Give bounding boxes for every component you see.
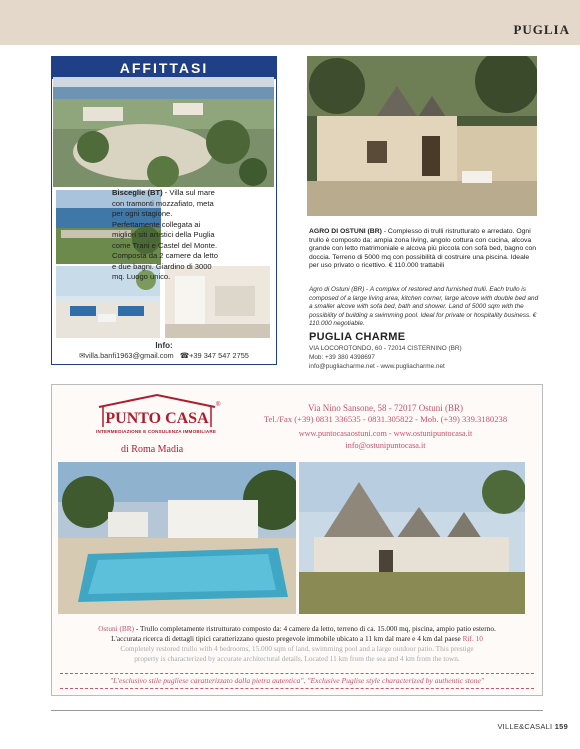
agency-web[interactable]: info@pugliacharme.net - www.pugliacharme.net: [309, 363, 445, 370]
logo-text: PUNTO CASA: [105, 410, 209, 427]
footer-divider: [51, 710, 543, 711]
registered-mark: ®: [216, 402, 221, 408]
header-bar: [0, 0, 580, 45]
info-label: Info:: [155, 341, 173, 350]
bisceglie-description: [112, 188, 222, 283]
page-number: 159: [554, 722, 568, 731]
ostuni-line2: L'accurata ricerca di dettagli tipici caratterizzano questo pregevole immobile ubicato a 11 km dal mare e 4 km dal paese: [111, 634, 463, 643]
page-footer: [497, 722, 568, 731]
villa-aerial-photo: [53, 77, 274, 187]
ostuni-place: Ostuni (BR): [98, 624, 135, 633]
place-name: Bisceglie (BT): [112, 188, 163, 197]
info-contacts: [51, 351, 277, 360]
trullo-photo: [299, 462, 525, 614]
envelope-icon: ✉: [79, 351, 86, 360]
phone-icon: ☎: [179, 351, 190, 360]
article-heading: AGRO DI OSTUNI (BR): [309, 228, 382, 235]
agency-email[interactable]: info@ostunipuntocasa.it: [345, 441, 426, 450]
ostuni-english-2: property is characterized by accurate architectural details. Located 11 km from the sea and 4 km from the town.: [134, 654, 460, 663]
slogan: "L'esclusivo stile pugliese caratterizzato dalla pietra autentica", "Exclusive Puglise style characterized by authentic stone": [109, 676, 485, 685]
phone-number: +39 347 547 2755: [189, 351, 249, 360]
agency-street-address: Via Nino Sansone, 58 - 72017 Ostuni (BR): [308, 403, 463, 413]
ostuni-description-2: [58, 634, 536, 643]
agency-address: VIA LOCOROTONDO, 60 - 72014 CISTERNINO (BR): [309, 345, 462, 352]
ostuni-description-1: [58, 624, 536, 633]
agency-mobile: Mob: +39 380 4398697: [309, 354, 375, 361]
article-body-it: - Complesso di trulli ristrutturato e arredato. Ogni trullo è composto da: ampia zona living, angolo cottura con cucina, alcova grande con letto matrimoniale e alcova più piccola con sofà bed, bagno con doccia. Terreno di 5000 mq con possibilità di costruire una piscina. Ideale per uso privato o ricettivo. € 110.000 trattabili: [309, 228, 537, 270]
ad-title: AFFITTASI: [52, 57, 276, 79]
description-text: - Villa sul mare con tramonti mozzafiato, meta per ogni stagione. Perfettamente collegata ai migliori siti artistici della Puglia come Trani e Castel del Monte. Composta da 2 camere da letto e due bagni. Giardino di 3000 mq. Luogo unico.: [112, 188, 218, 281]
logo-subtitle: INTERMEDIAZIONE E CONSULENZA IMMOBILIARE: [96, 429, 217, 434]
email-link[interactable]: villa.banfi1963@gmail.com: [85, 351, 174, 360]
agro-ostuni-text-en: Agro di Ostuni (BR) - A complex of restored and furnished trulli. Each trullo is composed of a large living area, kitchen corner, large alcove with double bed and a smaller alcove with sofa bed, bath and shower. Land of 5000 sqm with the possibility of building a swimming pool. Ideal for private or hospitality business. € 110.000 negotiable.: [309, 286, 539, 328]
trulli-photo: [307, 56, 537, 216]
ostuni-english-1: Completely restored trullo with 4 bedrooms, 15.000 sqm of land, swimming pool and a large outdoor patio. This prestige: [120, 644, 474, 653]
ostuni-line1: - Trullo completamente ristrutturato composto da: 4 camere da letto, terreno di ca. 15.000 mq, piscina, ampio patio esterno.: [134, 624, 496, 633]
agency-name: PUGLIA CHARME: [309, 331, 406, 343]
agro-ostuni-text-it: [309, 228, 539, 271]
logo-roma-madia: di Roma Madia: [121, 444, 184, 455]
reference-number: Rif. 10: [462, 634, 483, 643]
section-label: PUGLIA: [513, 22, 570, 37]
pool-photo: [58, 462, 296, 614]
magazine-name: VILLE&CASALI: [497, 722, 553, 731]
puntocasa-logo: [95, 393, 219, 434]
agency-websites[interactable]: www.puntocasaostuni.com - www.ostunipuntocasa.it: [298, 429, 473, 438]
agency-phones: Tel./Fax (+39) 0831 336535 - 0831.305822 - Mob. (+39) 339.3180238: [263, 414, 508, 424]
